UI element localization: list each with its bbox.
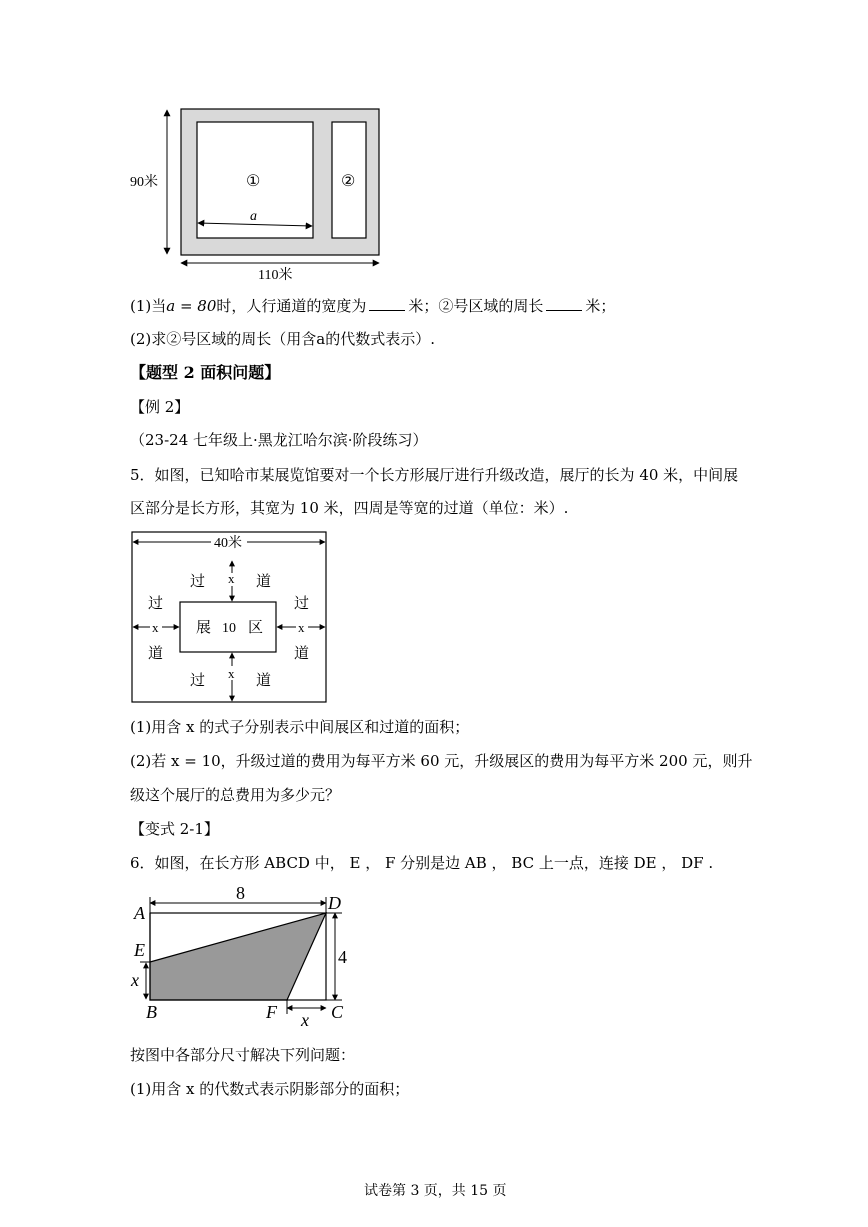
svg-text:过: 过 (190, 673, 206, 689)
svg-text:道: 道 (148, 646, 164, 662)
region-2-label: ② (341, 173, 356, 190)
svg-text:F: F (266, 1002, 277, 1022)
a-label: a (250, 209, 257, 224)
example-label: 【例 2】 (130, 398, 190, 416)
svg-text:4: 4 (338, 947, 347, 967)
svg-text:E: E (134, 940, 145, 960)
height-label: 90米 (130, 175, 158, 190)
svg-text:x: x (228, 571, 235, 586)
q5-part1: (1)用含 x 的式子分别表示中间展区和过道的面积； (130, 718, 470, 736)
answer-blank-2[interactable] (546, 296, 582, 311)
svg-text:道: 道 (294, 646, 310, 662)
svg-text:B: B (146, 1002, 157, 1022)
section-heading: 【题型 2 面积问题】 (130, 363, 281, 382)
q5-line1: 5．如图，已知哈市某展览馆要对一个长方形展厅进行升级改造，展厅的长为 40 米，中间展 (130, 466, 739, 484)
svg-text:展: 展 (196, 620, 212, 636)
width-label: 110米 (258, 268, 293, 283)
svg-text:区: 区 (248, 620, 264, 636)
q4-part2: (2)求②号区域的周长（用含a的代数式表示）. (130, 330, 435, 348)
q6-instruction: 按图中各部分尺寸解决下列问题： (130, 1046, 356, 1064)
shaded-region (150, 913, 326, 1000)
svg-text:道: 道 (256, 574, 272, 590)
svg-text:x: x (131, 970, 139, 990)
svg-text:过: 过 (148, 596, 164, 612)
q5-part2-line1: (2)若 x = 10，升级过道的费用为每平方米 60 元，升级展区的费用为每平方米 200 元，则升 (130, 752, 753, 770)
svg-text:过: 过 (294, 596, 310, 612)
figure-exhibition-hall (128, 528, 333, 706)
svg-text:x: x (152, 620, 159, 635)
svg-text:x: x (228, 666, 235, 681)
figure-rectangle-abcd (128, 883, 358, 1033)
svg-text:过: 过 (190, 574, 206, 590)
q5-line2: 区部分是长方形，其宽为 10 米，四周是等宽的过道（单位：米）. (130, 499, 569, 517)
figure-plaza-diagram (120, 100, 400, 285)
svg-text:道: 道 (256, 673, 272, 689)
svg-text:C: C (331, 1002, 344, 1022)
svg-text:A: A (134, 903, 145, 923)
q6-part1: (1)用含 x 的代数式表示阴影部分的面积； (130, 1080, 410, 1098)
region-1-label: ① (246, 173, 261, 190)
svg-text:8: 8 (236, 883, 245, 903)
svg-text:x: x (301, 1010, 309, 1030)
svg-text:D: D (328, 893, 341, 913)
top-length-label: 40米 (214, 536, 242, 551)
q4-part1: (1)当a = 80时，人行通道的宽度为 米；②号区域的周长 米； (130, 297, 616, 315)
page-footer: 试卷第 3 页，共 15 页 (364, 1183, 507, 1199)
source-label: （23-24 七年级上·黑龙江哈尔滨·阶段练习） (130, 431, 428, 449)
variant-label: 【变式 2-1】 (130, 820, 219, 838)
svg-text:x: x (298, 620, 305, 635)
q6-line1: 6．如图，在长方形 ABCD 中， E ， F 分别是边 AB ， BC 上一点，连接 DE ， DF . (130, 854, 714, 872)
q5-part2-line2: 级这个展厅的总费用为多少元？ (130, 786, 341, 804)
answer-blank-1[interactable] (369, 296, 405, 311)
svg-text:10: 10 (222, 621, 236, 636)
